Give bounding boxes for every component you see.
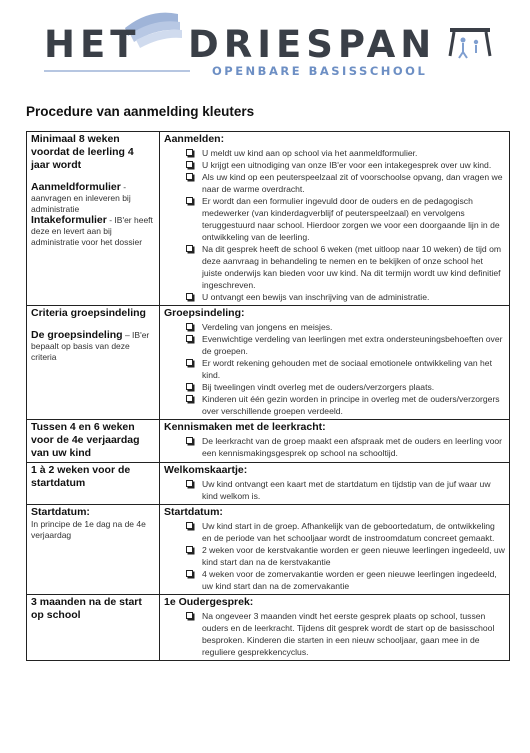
- step-cell: [160, 420, 510, 463]
- checkbox-bullet-icon: [186, 437, 193, 444]
- step-list: [164, 478, 505, 502]
- timing-cell: [27, 132, 160, 306]
- checkbox-bullet-icon: [186, 383, 193, 390]
- list-item-text: Na dit gesprek heeft de school 6 weken (met uitloop naar 10 weken) de tijd om deze aanvraag in behandeling te nemen en te bekijken of onze school het juiste onderwijs kan bieden voor uw kind. Na dit termijn wordt uw kind definitief ingeschreven.: [202, 244, 502, 290]
- form-note: [31, 330, 155, 363]
- timing-heading: Criteria groepsindeling: [31, 307, 146, 319]
- list-item: [164, 321, 505, 333]
- list-item-text: Er wordt rekening gehouden met de sociaal emotionele ontwikkeling van het kind.: [202, 358, 492, 380]
- step-cell: [160, 306, 510, 420]
- list-item: [164, 544, 505, 568]
- form-description: IB'er heeft deze en levert aan bij administratie voor het dossier: [31, 215, 153, 247]
- step-heading: Startdatum:: [164, 506, 223, 518]
- table-row: [27, 595, 510, 661]
- timing-heading: 1 à 2 weken voor de startdatum: [31, 464, 131, 489]
- list-item-text: De leerkracht van de groep maakt een afspraak met de ouders en leerling voor een kennismakingsgesprek op school na schooltijd.: [202, 436, 502, 458]
- checkbox-bullet-icon: [186, 161, 193, 168]
- timing-cell: [27, 420, 160, 463]
- list-item: [164, 333, 505, 357]
- checkbox-bullet-icon: [186, 293, 193, 300]
- step-heading: Aanmelden:: [164, 133, 225, 145]
- checkbox-bullet-icon: [186, 522, 193, 529]
- timing-cell: [27, 463, 160, 505]
- list-item-text: Als uw kind op een peuterspeelzaal zit of voorschoolse opvang, dan vragen we naar de warme overdracht.: [202, 172, 503, 194]
- list-item: [164, 243, 505, 291]
- list-item-text: Uw kind start in de groep. Afhankelijk van de geboortedatum, de ontwikkeling en de periode van het schooljaar wordt de instroomdatum concreet gemaakt.: [202, 521, 495, 543]
- list-item-text: U meldt uw kind aan op school via het aanmeldformulier.: [202, 148, 418, 158]
- step-cell: [160, 463, 510, 505]
- list-item: [164, 147, 505, 159]
- logo-figures-icon: [450, 28, 490, 58]
- checkbox-bullet-icon: [186, 245, 193, 252]
- table-row: [27, 505, 510, 595]
- table-row: [27, 463, 510, 505]
- checkbox-bullet-icon: [186, 612, 193, 619]
- table-row: [27, 132, 510, 306]
- list-item-text: 4 weken voor de zomervakantie worden er geen nieuwe leerlingen ingedeeld, uw kind start dan na de zomervakantie: [202, 569, 497, 591]
- list-item-text: Evenwichtige verdeling van leerlingen met extra ondersteuningsbehoeften over de groepen.: [202, 334, 503, 356]
- timing-cell: [27, 306, 160, 420]
- list-item-text: Uw kind ontvangt een kaart met de startdatum en tijdstip van de juf waar uw kind welkom is.: [202, 479, 491, 501]
- step-heading: Welkomskaartje:: [164, 464, 248, 476]
- step-heading: 1e Oudergesprek:: [164, 596, 254, 608]
- list-item-text: Na ongeveer 3 maanden vindt het eerste gesprek plaats op school, tussen ouders en de leerkracht. Tijdens dit gesprek wordt de start op de basisschool besproken. Kinderen die starten in een nieuw schooljaar, gaan mee in de reguliere gesprekkencyclus.: [202, 611, 495, 657]
- list-item: [164, 159, 505, 171]
- list-item-text: Kinderen uit één gezin worden in principe in overleg met de ouders/verzorgers over verschillende groepen verdeeld.: [202, 394, 500, 416]
- timing-heading: Startdatum:: [31, 506, 90, 518]
- step-heading: Groepsindeling:: [164, 307, 245, 319]
- timing-heading: Minimaal 8 weken voordat de leerling 4 jaar wordt: [31, 133, 134, 171]
- logo-text-driespan: DRIESPAN: [188, 23, 437, 66]
- step-list: [164, 610, 505, 658]
- form-separator: -: [120, 182, 127, 192]
- list-item: [164, 357, 505, 381]
- school-header: [0, 0, 530, 90]
- checkbox-bullet-icon: [186, 570, 193, 577]
- checkbox-bullet-icon: [186, 197, 193, 204]
- form-note: [31, 182, 155, 215]
- checkbox-bullet-icon: [186, 359, 193, 366]
- table-row: [27, 420, 510, 463]
- checkbox-bullet-icon: [186, 335, 193, 342]
- step-list: [164, 321, 505, 417]
- list-item-text: Er wordt dan een formulier ingevuld door de ouders en de pedagogisch medewerker (van kinderdagverblijf of peuterspeelzaal) en vervolgens teruggestuurd naar school. Hierdoor zorgen we voor een doorgaande lijn in de ontwikkeling van de leerling.: [202, 196, 500, 242]
- step-cell: [160, 595, 510, 661]
- document-title: Procedure van aanmelding kleuters: [26, 104, 255, 119]
- form-separator: -: [106, 215, 115, 225]
- step-cell: [160, 505, 510, 595]
- checkbox-bullet-icon: [186, 546, 193, 553]
- form-label: Aanmeldformulier: [31, 181, 121, 193]
- timing-heading: 3 maanden na de start op school: [31, 596, 142, 621]
- form-label: Intakeformulier: [31, 214, 107, 226]
- list-item-text: U krijgt een uitnodiging van onze IB'er voor een intakegesprek over uw kind.: [202, 160, 492, 170]
- checkbox-bullet-icon: [186, 480, 193, 487]
- timing-cell: [27, 505, 160, 595]
- form-note: [31, 215, 155, 248]
- list-item: [164, 171, 505, 195]
- list-item-text: U ontvangt een bewijs van inschrijving van de administratie.: [202, 292, 430, 302]
- step-list: [164, 435, 505, 459]
- list-item-text: Bij tweelingen vindt overleg met de ouders/verzorgers plaats.: [202, 382, 435, 392]
- step-list: [164, 520, 505, 592]
- step-list: [164, 147, 505, 303]
- step-heading: Kennismaken met de leerkracht:: [164, 421, 326, 433]
- list-item: [164, 435, 505, 459]
- form-separator: –: [122, 330, 133, 340]
- form-description: aanvragen en inleveren bij administratie: [31, 193, 131, 214]
- form-description: IB'er bepaalt op basis van deze criteria: [31, 330, 150, 362]
- list-item: [164, 381, 505, 393]
- list-item: [164, 291, 505, 303]
- list-item-text: Verdeling van jongens en meisjes.: [202, 322, 333, 332]
- checkbox-bullet-icon: [186, 149, 193, 156]
- list-item-text: 2 weken voor de kerstvakantie worden er geen nieuwe leerlingen ingedeeld, uw kind start dan na de kerstvakantie: [202, 545, 505, 567]
- list-item: [164, 393, 505, 417]
- checkbox-bullet-icon: [186, 395, 193, 402]
- table-row: [27, 306, 510, 420]
- list-item: [164, 520, 505, 544]
- timing-heading: Tussen 4 en 6 weken voor de 4e verjaardag van uw kind: [31, 421, 140, 459]
- list-item: [164, 195, 505, 243]
- step-cell: [160, 132, 510, 306]
- list-item: [164, 568, 505, 592]
- timing-note: In principe de 1e dag na de 4e verjaardag: [31, 519, 146, 540]
- checkbox-bullet-icon: [186, 323, 193, 330]
- form-label: De groepsindeling: [31, 329, 123, 341]
- list-item: [164, 610, 505, 658]
- timing-cell: [27, 595, 160, 661]
- logo-text-het: HET: [44, 23, 141, 66]
- logo-subtitle: OPENBARE BASISSCHOOL: [212, 64, 428, 78]
- procedure-table: [26, 131, 510, 661]
- checkbox-bullet-icon: [186, 173, 193, 180]
- list-item: [164, 478, 505, 502]
